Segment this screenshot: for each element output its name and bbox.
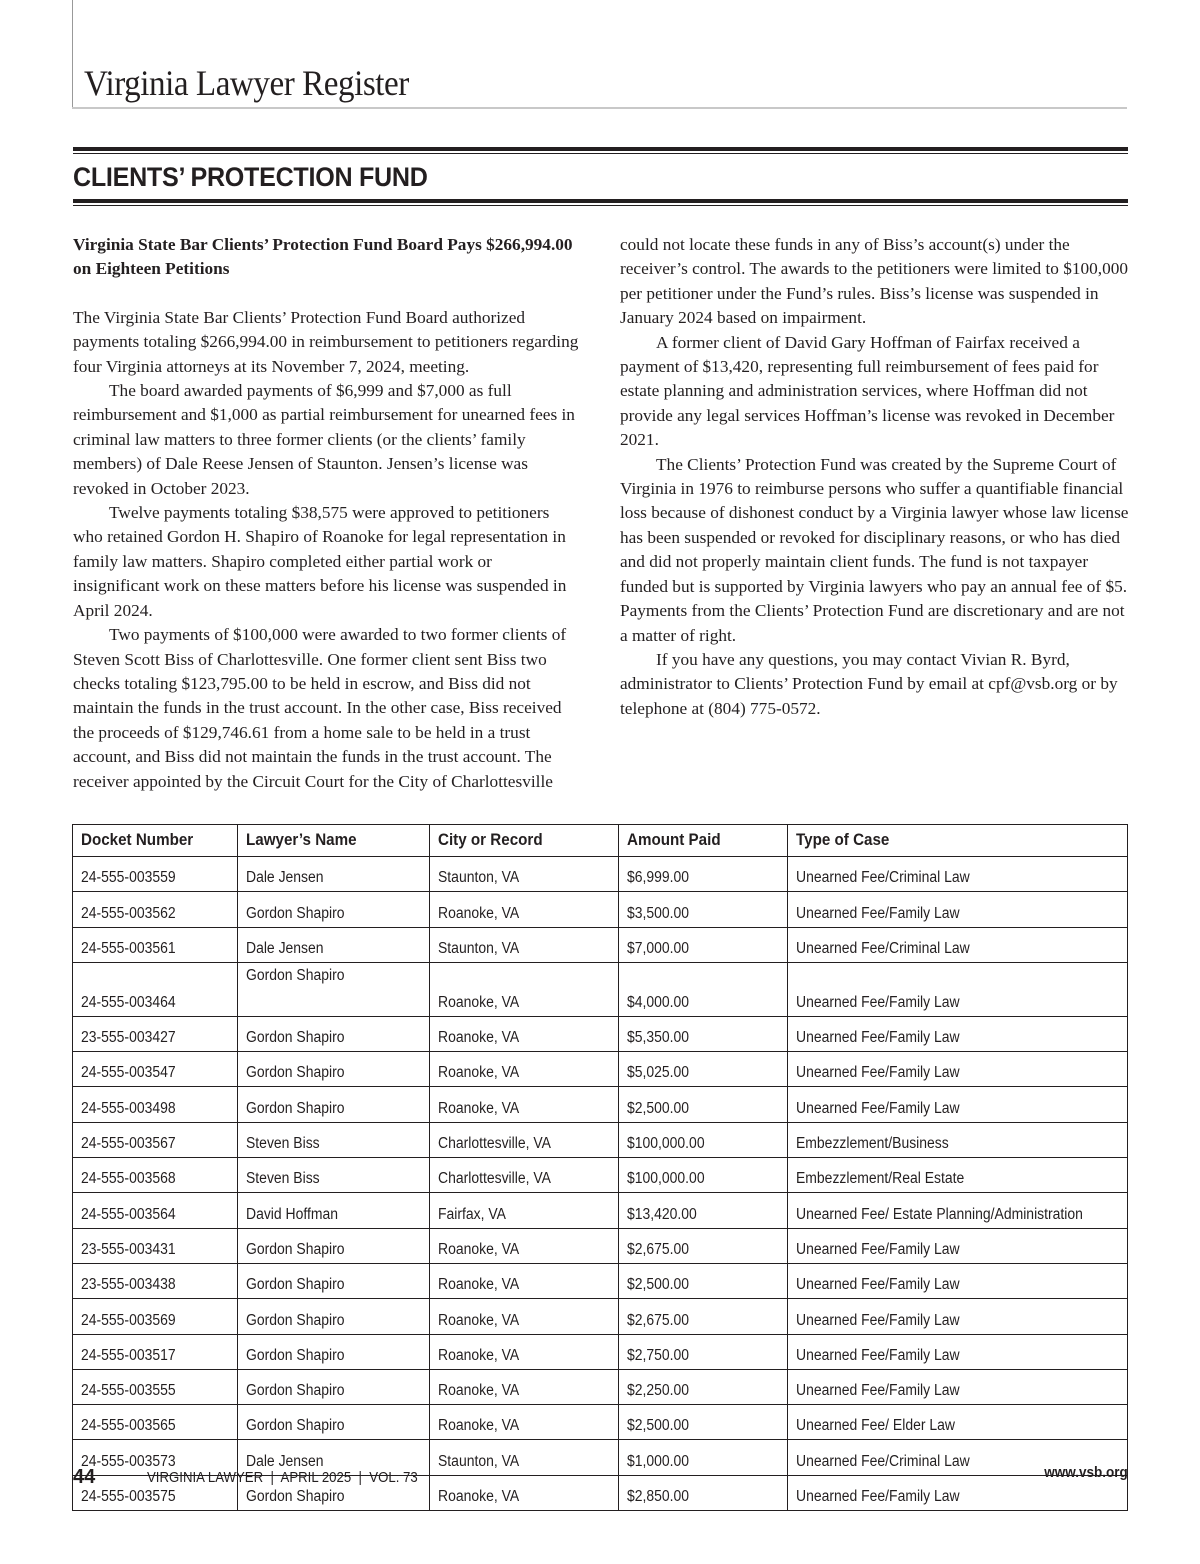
amount-paid-cell: $1,000.00 xyxy=(619,1440,788,1475)
docket-number-cell: 24-555-003568 xyxy=(73,1158,238,1193)
city-cell: Roanoke, VA xyxy=(430,892,619,927)
docket-number-cell: 24-555-003564 xyxy=(73,1193,238,1228)
city-cell: Roanoke, VA xyxy=(430,1475,619,1510)
docket-number-cell: 23-555-003431 xyxy=(73,1228,238,1263)
table-row xyxy=(73,1193,1128,1228)
table-row xyxy=(73,1299,1128,1334)
petitions-table xyxy=(72,824,1128,1511)
lawyer-name-cell: Gordon Shapiro xyxy=(238,1228,430,1263)
lawyer-name-cell: Dale Jensen xyxy=(238,927,430,962)
table-row xyxy=(73,927,1128,962)
website-url: www.vsb.org xyxy=(1044,1464,1128,1481)
case-type-cell: Unearned Fee/Family Law xyxy=(788,1052,1128,1087)
city-cell: Roanoke, VA xyxy=(430,1016,619,1051)
case-type-cell: Unearned Fee/Criminal Law xyxy=(788,857,1128,892)
city-cell: Roanoke, VA xyxy=(430,1087,619,1122)
section-title: CLIENTS’ PROTECTION FUND xyxy=(73,162,428,192)
amount-paid-cell: $13,420.00 xyxy=(619,1193,788,1228)
case-type-cell: Unearned Fee/Family Law xyxy=(788,1016,1128,1051)
article-paragraph: The board awarded payments of $6,999 and $7,000 as full reimbursement and $1,000 as partial reimbursement for unearned fees in criminal law matters to three former clients (or the clients’ family members) of Dale Reese Jensen of Staunton. Jensen’s license was revoked in October 2023. xyxy=(73,381,575,498)
amount-paid-cell: $2,500.00 xyxy=(619,1263,788,1298)
case-type-cell: Unearned Fee/Family Law xyxy=(788,1299,1128,1334)
column-header: Lawyer’s Name xyxy=(238,825,430,857)
table-row xyxy=(73,1334,1128,1369)
article-paragraph: Twelve payments totaling $38,575 were approved to petitioners who retained Gordon H. Shapiro of Roanoke for legal representation in family law matters. Shapiro completed either partial work or insignificant work on these matters before his license was suspended in April 2024. xyxy=(73,503,567,620)
case-type-cell: Unearned Fee/ Estate Planning/Administration xyxy=(788,1193,1128,1228)
city-cell: Charlottesville, VA xyxy=(430,1122,619,1157)
amount-paid-cell: $7,000.00 xyxy=(619,927,788,962)
lawyer-name-cell: Gordon Shapiro xyxy=(238,1263,430,1298)
table-row xyxy=(73,1228,1128,1263)
docket-number-cell: 24-555-003569 xyxy=(73,1299,238,1334)
header-divider xyxy=(72,107,1127,109)
amount-paid-cell: $2,675.00 xyxy=(619,1228,788,1263)
lawyer-name-cell: Gordon Shapiro xyxy=(238,1405,430,1440)
city-cell: Charlottesville, VA xyxy=(430,1158,619,1193)
table-row xyxy=(73,1016,1128,1051)
docket-number-cell: 23-555-003438 xyxy=(73,1263,238,1298)
lawyer-name-cell: Gordon Shapiro xyxy=(238,892,430,927)
lawyer-name-cell: Gordon Shapiro xyxy=(238,1475,430,1510)
docket-number-cell: 24-555-003517 xyxy=(73,1334,238,1369)
amount-paid-cell: $100,000.00 xyxy=(619,1158,788,1193)
case-type-cell: Unearned Fee/Family Law xyxy=(788,1475,1128,1510)
amount-paid-cell: $2,750.00 xyxy=(619,1334,788,1369)
case-type-cell: Embezzlement/Business xyxy=(788,1122,1128,1157)
lawyer-name-cell: Gordon Shapiro xyxy=(238,1334,430,1369)
amount-paid-cell: $100,000.00 xyxy=(619,1122,788,1157)
amount-paid-cell: $2,500.00 xyxy=(619,1405,788,1440)
case-type-cell: Unearned Fee/Family Law xyxy=(788,1369,1128,1404)
article-body xyxy=(73,233,1129,803)
amount-paid-cell: $5,350.00 xyxy=(619,1016,788,1051)
city-cell: Staunton, VA xyxy=(430,1440,619,1475)
lawyer-name-cell: David Hoffman xyxy=(238,1193,430,1228)
lawyer-name-cell: Gordon Shapiro xyxy=(238,1052,430,1087)
article-paragraph: The Virginia State Bar Clients’ Protection Fund Board authorized payments totaling $266,994.00 in reimbursement to petitioners regarding four Virginia attorneys at its November 7, 2024, meeting. xyxy=(73,307,579,376)
article-paragraph: If you have any questions, you may contact Vivian R. Byrd, administrator to Clients’ Protection Fund by email at cpf@vsb.org or by telephone at (804) 775-0572. xyxy=(620,649,1118,718)
table-row xyxy=(73,857,1128,892)
section-rule-top xyxy=(73,147,1128,154)
amount-paid-cell: $3,500.00 xyxy=(619,892,788,927)
table-row xyxy=(73,962,1128,1016)
table-row xyxy=(73,1158,1128,1193)
table-header-row xyxy=(73,825,1128,857)
amount-paid-cell: $2,250.00 xyxy=(619,1369,788,1404)
page-number: 44 xyxy=(73,1466,96,1488)
lawyer-name-cell: Gordon Shapiro xyxy=(238,1369,430,1404)
city-cell: Staunton, VA xyxy=(430,857,619,892)
lawyer-name-cell: Gordon Shapiro xyxy=(238,1087,430,1122)
header-vertical-rule xyxy=(72,0,73,108)
lawyer-name-cell: Dale Jensen xyxy=(238,857,430,892)
docket-number-cell: 23-555-003427 xyxy=(73,1016,238,1051)
case-type-cell: Unearned Fee/Family Law xyxy=(788,1228,1128,1263)
article-headline: Virginia State Bar Clients’ Protection Fund Board Pays $266,994.00 on Eighteen Petitions xyxy=(73,235,573,279)
column-header: Type of Case xyxy=(788,825,1128,857)
amount-paid-cell: $2,500.00 xyxy=(619,1087,788,1122)
city-cell: Roanoke, VA xyxy=(430,1228,619,1263)
case-type-cell: Unearned Fee/ Elder Law xyxy=(788,1405,1128,1440)
city-cell: Roanoke, VA xyxy=(430,1052,619,1087)
article-paragraph: A former client of David Gary Hoffman of Fairfax received a payment of $13,420, representing full reimbursement of fees paid for estate planning and administration services, where Hoffman did not provide any legal services Hoffman’s license was revoked in December 2021. xyxy=(620,332,1115,450)
page-title: Virginia Lawyer Register xyxy=(84,63,409,103)
article-paragraph: The Clients’ Protection Fund was created by the Supreme Court of Virginia in 1976 to reimburse persons who suffer a quantifiable financial loss because of dishonest conduct by a Virginia lawyer whose law license has been suspended or revoked for disciplinary reasons, or who has died and did not properly maintain client funds. The fund is not taxpayer funded but is supported by Virginia lawyers who pay an annual fee of $5. Payments from the Clients’ Protection Fund are discretionary and are not a matter of right. xyxy=(620,454,1129,645)
case-type-cell: Unearned Fee/Family Law xyxy=(788,1334,1128,1369)
case-type-cell: Unearned Fee/Family Law xyxy=(788,1263,1128,1298)
docket-number-cell: 24-555-003565 xyxy=(73,1405,238,1440)
column-header: Docket Number xyxy=(73,825,238,857)
amount-paid-cell: $4,000.00 xyxy=(619,962,788,1016)
docket-number-cell: 24-555-003567 xyxy=(73,1122,238,1157)
table-row xyxy=(73,1405,1128,1440)
lawyer-name-cell: Steven Biss xyxy=(238,1158,430,1193)
lawyer-name-cell: Dale Jensen xyxy=(238,1440,430,1475)
table-row xyxy=(73,1263,1128,1298)
case-type-cell: Unearned Fee/Family Law xyxy=(788,1087,1128,1122)
column-header: Amount Paid xyxy=(619,825,788,857)
table-row xyxy=(73,1369,1128,1404)
city-cell: Roanoke, VA xyxy=(430,1405,619,1440)
case-type-cell: Unearned Fee/Criminal Law xyxy=(788,927,1128,962)
docket-number-cell: 24-555-003559 xyxy=(73,857,238,892)
section-rule-bottom xyxy=(73,199,1128,206)
city-cell: Roanoke, VA xyxy=(430,962,619,1016)
table-row xyxy=(73,1122,1128,1157)
city-cell: Fairfax, VA xyxy=(430,1193,619,1228)
case-type-cell: Unearned Fee/Family Law xyxy=(788,892,1128,927)
city-cell: Roanoke, VA xyxy=(430,1334,619,1369)
lawyer-name-cell: Gordon Shapiro xyxy=(238,1299,430,1334)
table-row xyxy=(73,892,1128,927)
table-row xyxy=(73,1087,1128,1122)
docket-number-cell: 24-555-003562 xyxy=(73,892,238,927)
city-cell: Staunton, VA xyxy=(430,927,619,962)
case-type-cell: Embezzlement/Real Estate xyxy=(788,1158,1128,1193)
city-cell: Roanoke, VA xyxy=(430,1263,619,1298)
docket-number-cell: 24-555-003561 xyxy=(73,927,238,962)
amount-paid-cell: $6,999.00 xyxy=(619,857,788,892)
docket-number-cell: 24-555-003498 xyxy=(73,1087,238,1122)
case-type-cell: Unearned Fee/Criminal Law xyxy=(788,1440,1128,1475)
city-cell: Roanoke, VA xyxy=(430,1369,619,1404)
docket-number-cell: 24-555-003547 xyxy=(73,1052,238,1087)
amount-paid-cell: $2,850.00 xyxy=(619,1475,788,1510)
lawyer-name-cell: Gordon Shapiro xyxy=(238,1016,430,1051)
amount-paid-cell: $2,675.00 xyxy=(619,1299,788,1334)
column-header: City or Record xyxy=(430,825,619,857)
lawyer-name-cell: Gordon Shapiro xyxy=(238,962,430,1016)
article-paragraph: Two payments of $100,000 were awarded to two former clients of Steven Scott Biss of Charlottesville. One former client sent Biss two checks totaling $123,795.00 to be held in escrow, and Biss did not maintain the funds in the trust account. In the other case, Biss received the proceeds of $129,746.61 from a home sale to be held in a trust account, and Biss did not maintain the funds in the trust account. The receiver appointed by the Circuit Court for the City of Charlottesville could not locate these funds in any of Biss’s account(s) under the receiver’s control. The awards to the petitioners were limited to $100,000 per petitioner under the Fund’s rules. Biss’s license was suspended in January 2024 based on impairment. xyxy=(73,235,1129,791)
amount-paid-cell: $5,025.00 xyxy=(619,1052,788,1087)
docket-number-cell: 24-555-003464 xyxy=(73,962,238,1016)
table-row xyxy=(73,1052,1128,1087)
docket-number-cell: 24-555-003573 xyxy=(73,1440,238,1475)
publication-info: VIRGINIA LAWYER | APRIL 2025 | VOL. 73 xyxy=(147,1469,418,1486)
city-cell: Roanoke, VA xyxy=(430,1299,619,1334)
docket-number-cell: 24-555-003575 xyxy=(73,1475,238,1510)
case-type-cell: Unearned Fee/Family Law xyxy=(788,962,1128,1016)
docket-number-cell: 24-555-003555 xyxy=(73,1369,238,1404)
lawyer-name-cell: Steven Biss xyxy=(238,1122,430,1157)
